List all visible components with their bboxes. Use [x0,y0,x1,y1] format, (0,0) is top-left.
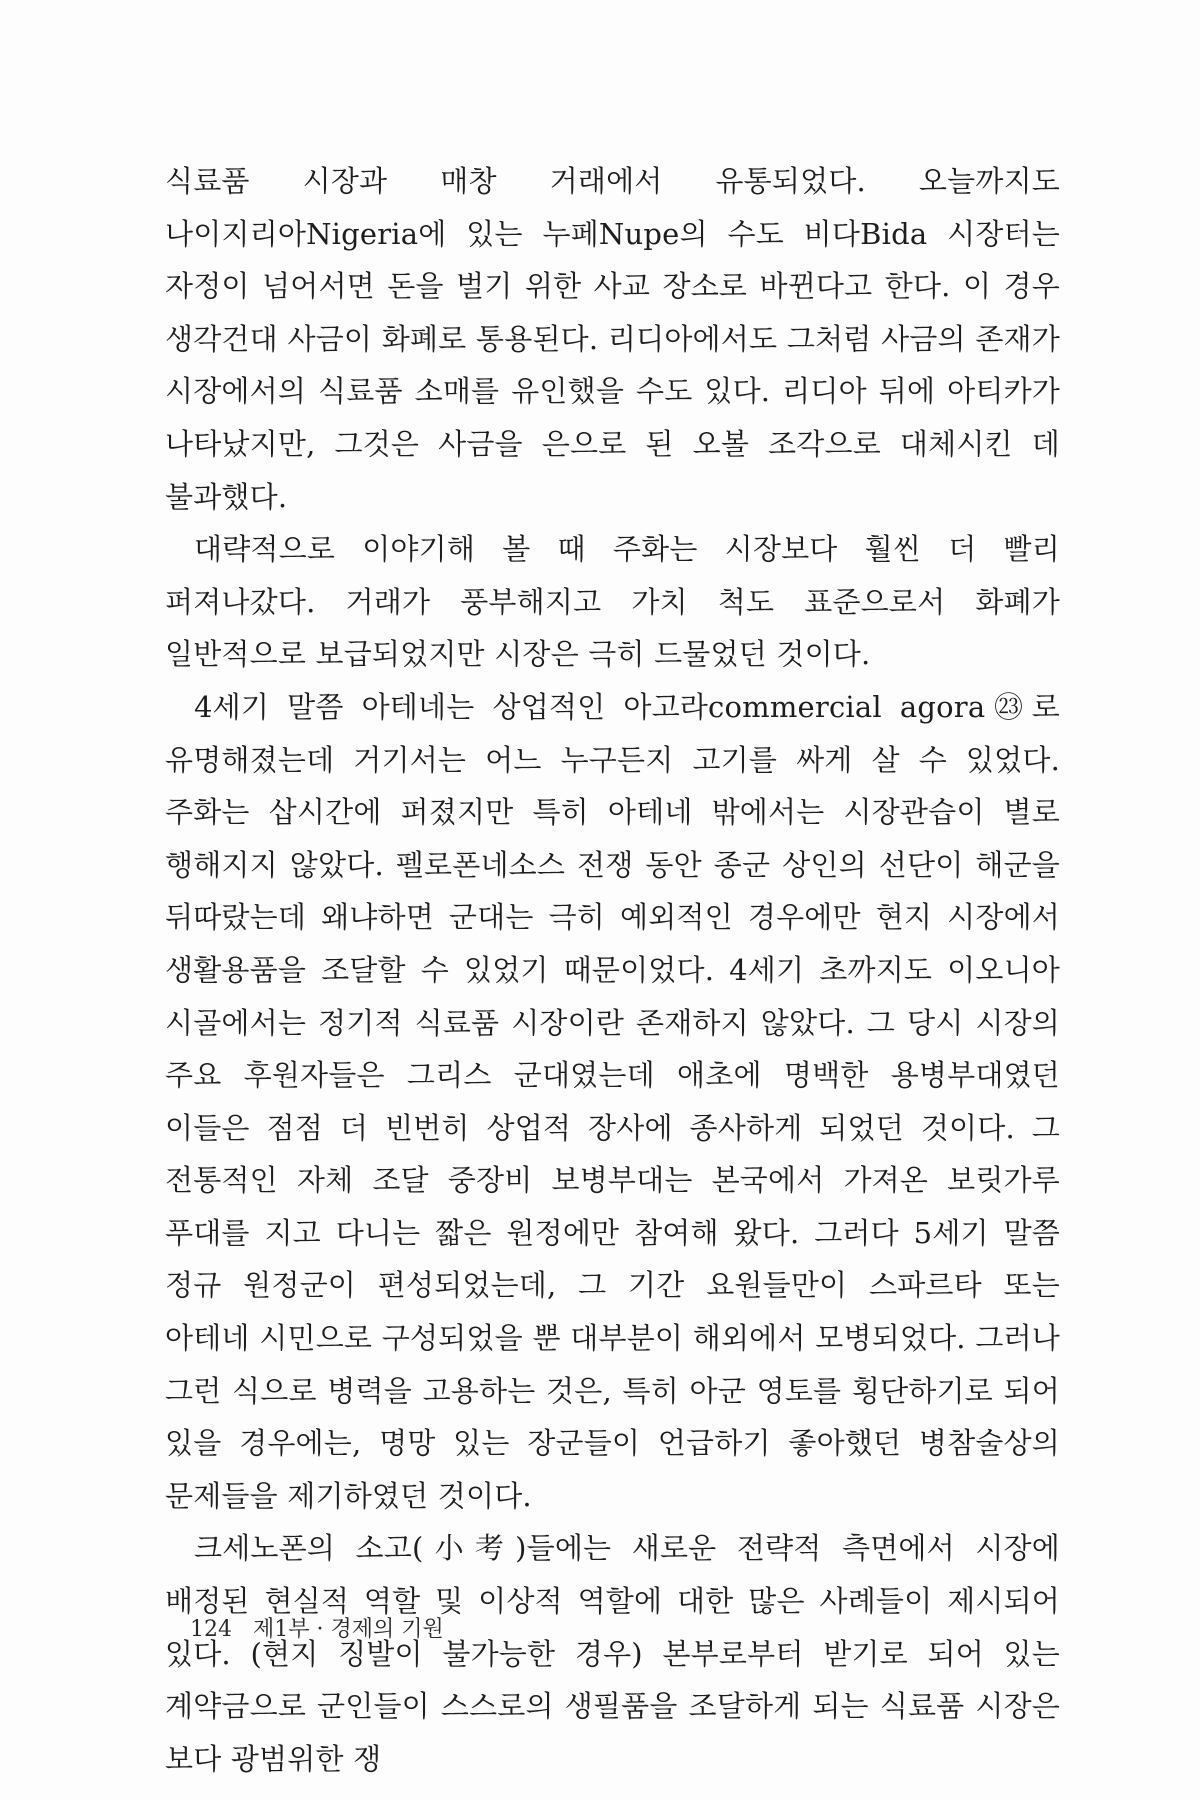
paragraph-3: 4세기 말쯤 아테네는 상업적인 아고라commercial agora㉓로 유명해졌는데 거기서는 어느 누구든지 고기를 싸게 살 수 있었다. 주화는 삽시간에 퍼졌지만 특히 아테네 밖에서는 시장관습이 별로 행해지지 않았다. 펠로폰네소스 전쟁 동안 종군 상인의 선단이 해군을 뒤따랐는데 왜냐하면 군대는 극히 예외적인 경우에만 현지 시장에서 생활용품을 조달할 수 있었기 때문이었다. 4세기 초까지도 이오니아 시골에서는 정기적 식료품 시장이란 존재하지 않았다. 그 당시 시장의 주요 후원자들은 그리스 군대였는데 애초에 명백한 용병부대였던 이들은 점점 더 빈번히 상업적 장사에 종사하게 되었던 것이다. 그 전통적인 자체 조달 중장비 보병부대는 본국에서 가져온 보릿가루 푸대를 지고 다니는 짧은 원정에만 참여해 왔다. 그러다 5세기 말쯤 정규 원정군이 편성되었는데, 그 기간 요원들만이 스파르타 또는 아테네 시민으로 구성되었을 뿐 대부분이 해외에서 모병되었다. 그러나 그런 식으로 병력을 고용하는 것은, 특히 아군 영토를 횡단하기로 되어 있을 경우에는, 명망 있는 장군들이 언급하기 좋아했던 병참술상의 문제들을 제기하였던 것이다. [165,689,1060,1513]
paragraph-1: 식료품 시장과 매창 거래에서 유통되었다. 오늘까지도 나이지리아Nigeria에 있는 누페Nupe의 수도 비다Bida 시장터는 자정이 넘어서면 돈을 벌기 위한 사교 장소로 바뀐다고 한다. 이 경우 생각건대 사금이 화폐로 통용된다. 리디아에서도 그처럼 사금의 존재가 시장에서의 식료품 소매를 유인했을 수도 있다. 리디아 뒤에 아티카가 나타났지만, 그것은 사금을 은으로 된 오볼 조각으로 대체시킨 데 불과했다. [165,164,1060,514]
body-text [165,155,1060,1785]
page-number: 124 [190,1617,232,1642]
running-title: 제1부 · 경제의 기원 [253,1617,444,1642]
paragraph-4: 크세노폰의 소고(小考)들에는 새로운 전략적 측면에서 시장에 배정된 현실적 역할 및 이상적 역할에 대한 많은 사례들이 제시되어 있다. (현지 징발이 불가능한 경우) 본부로부터 받기로 되어 있는 계약금으로 군인들이 스스로의 생필품을 조달하게 되는 식료품 시장은 보다 광범위한 쟁 [165,1531,1060,1776]
paragraph-2: 대략적으로 이야기해 볼 때 주화는 시장보다 훨씬 더 빨리 퍼져나갔다. 거래가 풍부해지고 가치 척도 표준으로서 화폐가 일반적으로 보급되었지만 시장은 극히 드물었던 것이다. [165,532,1060,672]
page-footer [190,1612,444,1643]
